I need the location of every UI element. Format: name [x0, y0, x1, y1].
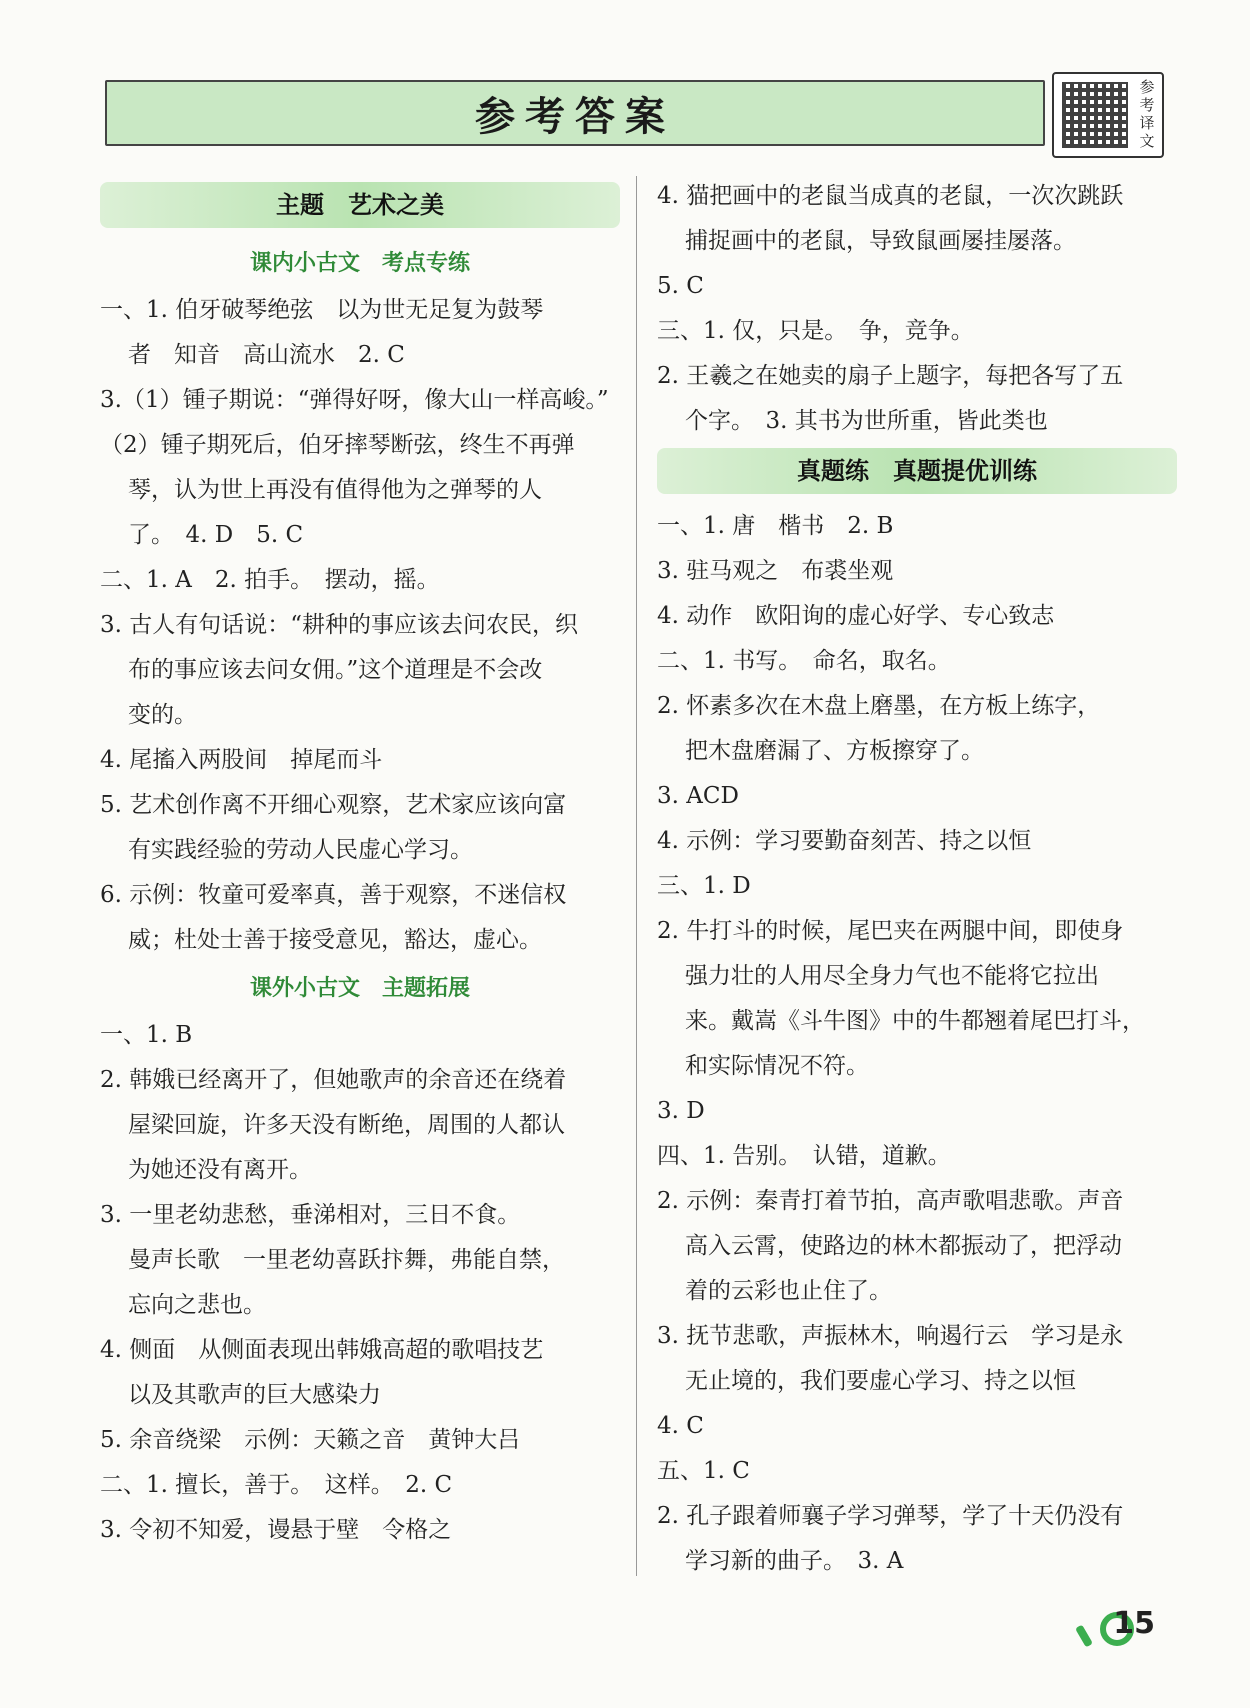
- answer-line: 二、1. 擅长，善于。 这样。 2. C: [100, 1472, 453, 1498]
- answer-line: 威；杜处士善于接受意见，豁达，虚心。: [128, 927, 542, 953]
- answer-block: [100, 1013, 620, 1553]
- section-title: 主题 艺术之美: [100, 182, 620, 228]
- answer-line: 3. 令初不知爱，谩悬于壁 令格之: [100, 1517, 452, 1543]
- answer-line: 变的。: [128, 702, 197, 728]
- answer-line: 4. 动作 欧阳询的虚心好学、专心致志: [657, 603, 1055, 629]
- answer-line: 一、1. 伯牙破琴绝弦 以为世无足复为鼓琴: [100, 297, 544, 323]
- page-number: 15: [1113, 1606, 1155, 1641]
- answer-line: 3. 一里老幼悲愁，垂涕相对，三日不食。: [100, 1202, 521, 1228]
- answer-block: [657, 174, 1177, 444]
- qr-label-char: 文: [1139, 132, 1155, 150]
- answer-line: 五、1. C: [657, 1458, 750, 1484]
- qr-label-char: 参: [1139, 78, 1155, 96]
- answer-line: 4. 侧面 从侧面表现出韩娥高超的歌唱技艺: [100, 1337, 544, 1363]
- right-column: [657, 174, 1177, 1584]
- qr-code-box[interactable]: [1052, 72, 1164, 158]
- answer-line: 3. 古人有句话说：“耕种的事应该去问农民，织: [100, 612, 579, 638]
- answer-line: 者 知音 高山流水 2. C: [128, 342, 405, 368]
- answer-line: 二、1. A 2. 拍手。 摆动，摇。: [100, 567, 440, 593]
- answer-line: 屋梁回旋，许多天没有断绝，周围的人都认: [128, 1112, 565, 1138]
- answer-line: 强力壮的人用尽全身力气也不能将它拉出: [685, 963, 1099, 989]
- answer-line: （2）锺子期死后，伯牙摔琴断弦，终生不再弹: [100, 432, 575, 458]
- answer-block: [657, 504, 1177, 1584]
- answer-line: 2. 怀素多次在木盘上磨墨，在方板上练字，: [657, 693, 1101, 719]
- answer-line: 忘向之悲也。: [128, 1292, 266, 1318]
- answer-line: 2. 韩娥已经离开了，但她歌声的余音还在绕着: [100, 1067, 567, 1093]
- answer-line: 5. 艺术创作离不开细心观察，艺术家应该向富: [100, 792, 567, 818]
- answer-line: 5. 余音绕梁 示例：天籁之音 黄钟大吕: [100, 1427, 521, 1453]
- answer-line: 一、1. 唐 楷书 2. B: [657, 513, 894, 539]
- answer-line: 2. 牛打斗的时候，尾巴夹在两腿中间，即使身: [657, 918, 1124, 944]
- answer-line: 3. ACD: [657, 783, 739, 809]
- answer-line: 2. 孔子跟着师襄子学习弹琴，学了十天仍没有: [657, 1503, 1124, 1529]
- decor-mark: [1075, 1624, 1093, 1647]
- answer-line: 个字。 3. 其书为世所重，皆此类也: [685, 408, 1048, 434]
- qr-label: [1136, 78, 1158, 150]
- answer-block: [100, 288, 620, 963]
- answer-line: 以及其歌声的巨大感染力: [128, 1382, 381, 1408]
- answer-line: 3. D: [657, 1098, 705, 1124]
- qr-label-char: 考: [1139, 96, 1155, 114]
- answer-line: 捕捉画中的老鼠，导致鼠画屡挂屡落。: [685, 228, 1076, 254]
- left-column: [100, 178, 620, 1553]
- answer-line: 6. 示例：牧童可爱率真，善于观察，不迷信权: [100, 882, 567, 908]
- column-divider: [636, 176, 637, 1576]
- answer-line: 4. 猫把画中的老鼠当成真的老鼠，一次次跳跃: [657, 183, 1124, 209]
- answer-line: 曼声长歌 一里老幼喜跃抃舞，弗能自禁，: [128, 1247, 565, 1273]
- answer-line: 一、1. B: [100, 1022, 193, 1048]
- answer-line: 有实践经验的劳动人民虚心学习。: [128, 837, 473, 863]
- answer-line: 为她还没有离开。: [128, 1157, 312, 1183]
- answer-line: 三、1. D: [657, 873, 751, 899]
- answer-line: 和实际情况不符。: [685, 1053, 869, 1079]
- answer-line: 二、1. 书写。 命名，取名。: [657, 648, 951, 674]
- qr-code-icon[interactable]: [1062, 82, 1128, 148]
- answer-line: 四、1. 告别。 认错，道歉。: [657, 1143, 951, 1169]
- qr-label-char: 译: [1139, 114, 1155, 132]
- page-title: 参考答案: [475, 93, 675, 140]
- answer-line: 高入云霄，使路边的林木都振动了，把浮动: [685, 1233, 1122, 1259]
- answer-line: 2. 示例：秦青打着节拍，高声歌唱悲歌。声音: [657, 1188, 1124, 1214]
- answer-line: 4. C: [657, 1413, 704, 1439]
- answer-line: 把木盘磨漏了、方板擦穿了。: [685, 738, 984, 764]
- answer-line: 3. 抚节悲歌，声振林木，响遏行云 学习是永: [657, 1323, 1124, 1349]
- subsection-title: 课外小古文 主题拓展: [249, 975, 470, 1001]
- answer-line: 着的云彩也止住了。: [685, 1278, 892, 1304]
- answer-line: 布的事应该去问女佣。”这个道理是不会改: [128, 657, 543, 683]
- subsection-title: 课内小古文 考点专练: [249, 250, 470, 276]
- answer-line: 4. 尾搐入两股间 掉尾而斗: [100, 747, 383, 773]
- answer-line: 3. 驻马观之 布裘坐观: [657, 558, 894, 584]
- answer-line: 3.（1）锺子期说：“弹得好呀，像大山一样高峻。”: [100, 387, 609, 413]
- answer-line: 5. C: [657, 273, 704, 299]
- answer-line: 学习新的曲子。 3. A: [685, 1548, 904, 1574]
- answer-line: 无止境的，我们要虚心学习、持之以恒: [685, 1368, 1076, 1394]
- section-title: 真题练 真题提优训练: [657, 448, 1177, 494]
- answer-line: 来。戴嵩《斗牛图》中的牛都翘着尾巴打斗，: [685, 1008, 1145, 1034]
- answer-banner: [105, 80, 1045, 146]
- answer-line: 三、1. 仅，只是。 争，竞争。: [657, 318, 974, 344]
- answer-line: 4. 示例：学习要勤奋刻苦、持之以恒: [657, 828, 1032, 854]
- answer-line: 2. 王羲之在她卖的扇子上题字，每把各写了五: [657, 363, 1124, 389]
- answer-line: 了。 4. D 5. C: [128, 522, 304, 548]
- answer-line: 琴，认为世上再没有值得他为之弹琴的人: [128, 477, 542, 503]
